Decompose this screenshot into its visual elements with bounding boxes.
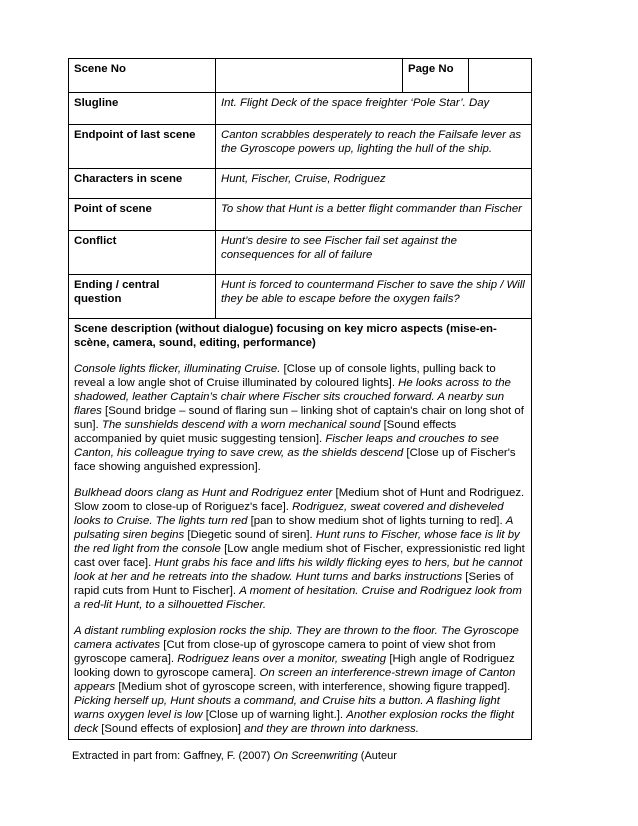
scene-no-value — [216, 59, 403, 93]
description-paragraph — [74, 624, 526, 736]
description-paragraph — [74, 486, 526, 612]
ending-label: Ending / central question — [69, 275, 216, 319]
action-text: Rodriguez, sweat covered and disheveled looks to Cruise. The lights turn red — [74, 501, 504, 527]
action-text: Hunt runs to Fischer, whose face is lit by the red light from the console — [74, 529, 520, 555]
technical-note: [Close up of warning light.]. — [202, 709, 347, 721]
scene-no-row — [69, 59, 532, 93]
description-paragraph — [74, 362, 526, 474]
technical-note: [Close up of console lights, pulling back to reveal a low angle shot of Cruise illuminated by coloured lights]. — [74, 363, 496, 389]
technical-note: [Diegetic sound of siren]. — [184, 529, 316, 541]
point-row — [69, 199, 532, 231]
technical-note: [Close up of Fischer's face showing anguished expression]. — [74, 447, 516, 473]
point-label: Point of scene — [69, 199, 216, 231]
technical-note: [Medium shot of Hunt and Rodriguez. Slow zoom to close-up of Roriguez's face]. — [74, 487, 525, 513]
description-row — [69, 319, 532, 740]
slugline-value: Int. Flight Deck of the space freighter ‘Pole Star’. Day — [216, 93, 532, 125]
citation-footer — [72, 750, 397, 762]
conflict-row — [69, 231, 532, 275]
technical-note: [Cut from close-up of gyroscope camera to point of view shot from gyroscope camera]. — [74, 639, 496, 665]
technical-note: [Sound effects of explosion] — [98, 723, 245, 735]
technical-note: [Medium shot of gyroscope screen, with interference, showing figure trapped]. — [115, 681, 511, 693]
action-text: Rodriguez leans over a monitor, sweating — [177, 653, 387, 665]
technical-note: [pan to show medium shot of lights turning to red]. — [247, 515, 506, 527]
citation-prefix: Extracted in part from: Gaffney, F. (2007) — [72, 750, 274, 762]
page-no-value — [469, 59, 532, 93]
slugline-label: Slugline — [69, 93, 216, 125]
ending-row — [69, 275, 532, 319]
citation-title: On Screenwriting — [273, 750, 358, 762]
action-text: A distant rumbling explosion rocks the ship. They are thrown to the floor. The Gyroscope camera activates — [74, 625, 519, 651]
endpoint-value: Canton scrabbles desperately to reach the Failsafe lever as the Gyroscope powers up, lighting the hull of the ship. — [216, 125, 532, 169]
action-text: He looks across to the shadowed, leather Captain’s chair where Fischer sits crouched forward. A nearby sun flares — [74, 377, 511, 417]
technical-note: [Low angle medium shot of Fischer, expressionistic red light cast over face]. — [74, 543, 525, 569]
page-no-label: Page No — [403, 59, 469, 93]
technical-note: [High angle of Rodriguez looking down to gyroscope camera]. — [74, 653, 515, 679]
endpoint-label: Endpoint of last scene — [69, 125, 216, 169]
point-value: To show that Hunt is a better flight commander than Fischer — [216, 199, 532, 231]
action-text: On screen an interference-strewn image of Canton appears — [74, 667, 516, 693]
action-text: The sunshields descend with a worn mechanical sound — [101, 419, 381, 431]
action-text: A moment of hesitation. Cruise and Rodriguez look from a red-lit Hunt, to a silhouetted Fischer. — [74, 585, 522, 611]
scene-breakdown-table — [68, 58, 532, 740]
action-text: A pulsating siren begins — [74, 515, 513, 541]
action-text: Another explosion rocks the flight deck — [74, 709, 515, 735]
action-text: Console lights flicker, illuminating Cruise. — [74, 363, 281, 375]
characters-value: Hunt, Fischer, Cruise, Rodriguez — [216, 169, 532, 199]
slugline-row — [69, 93, 532, 125]
conflict-value: Hunt’s desire to see Fischer fail set against the consequences for all of failure — [216, 231, 532, 275]
action-text: Picking herself up, Hunt shouts a command, and Cruise hits a button. A flashing light warns oxygen level is low — [74, 695, 500, 721]
action-text: Fischer leaps and crouches to see Canton, his colleague trying to save crew, as the shields descend — [74, 433, 499, 459]
scene-no-label: Scene No — [69, 59, 216, 93]
endpoint-row — [69, 125, 532, 169]
action-text: and they are thrown into darkness. — [244, 723, 419, 735]
characters-label: Characters in scene — [69, 169, 216, 199]
citation-suffix: (Auteur — [357, 750, 397, 762]
scene-description-title: Scene description (without dialogue) focusing on key micro aspects (mise-en-scène, camera, sound, editing, performance) — [74, 323, 497, 349]
conflict-label: Conflict — [69, 231, 216, 275]
action-text: Bulkhead doors clang as Hunt and Rodriguez enter — [74, 487, 333, 499]
characters-row — [69, 169, 532, 199]
technical-note: [Sound bridge – sound of flaring sun – linking shot of captain's chair on long shot of sun]. — [74, 405, 524, 431]
scene-description-cell — [69, 319, 532, 740]
technical-note: [Series of rapid cuts from Hunt to Fischer]. — [74, 571, 514, 597]
action-text: Hunt grabs his face and lifts his wildly flicking eyes to hers, but he cannot look at her and he retreats into the shadow. Hunt turns and barks instructions — [74, 557, 523, 583]
ending-value: Hunt is forced to countermand Fischer to save the ship / Will they be able to escape before the oxygen fails? — [216, 275, 532, 319]
technical-note: [Sound effects accompanied by quiet music suggesting tension]. — [74, 419, 457, 445]
